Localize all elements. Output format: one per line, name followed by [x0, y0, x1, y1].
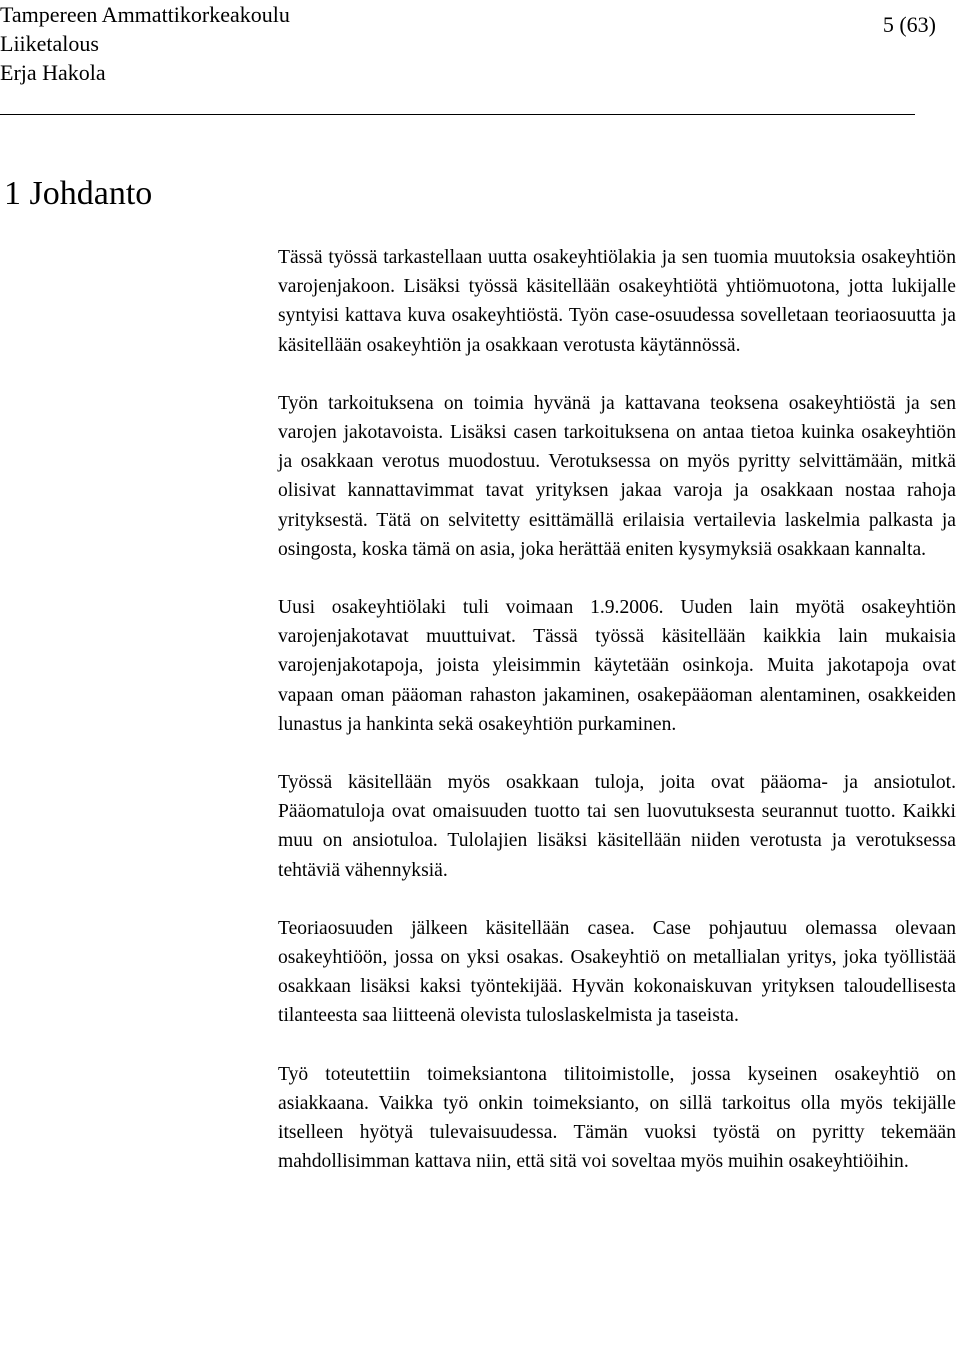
- paragraph-1: Tässä työssä tarkastellaan uutta osakeyhtiölakia ja sen tuomia muutoksia osakeyhtiön varojenjakoon. Lisäksi työssä käsitellään osakeyhtiötä yhtiömuotona, jotta lukijalle syntyisi kattava kuva osakeyhtiöstä. Työn case-osuudessa sovelletaan teoriaosuutta ja käsitellään osakeyhtiön ja osakkaan verotusta käytännössä.: [278, 247, 956, 356]
- header-divider: [0, 114, 915, 115]
- chapter-title: 1 Johdanto: [4, 175, 153, 212]
- paragraph-5: Teoriaosuuden jälkeen käsitellään casea. Case pohjautuu olemassa olevaan osakeyhtiöön, jossa on yksi osakas. Osakeyhtiö on metallialan yritys, joka työllistää osakkaan lisäksi kaksi työntekijää. Hyvän kokonaiskuvan yrityksen taloudellisesta tilanteesta saa liitteenä olevista tuloslaskelmista ja taseista.: [278, 917, 956, 1027]
- paragraph-2: Työn tarkoituksena on toimia hyvänä ja kattavana teoksena osakeyhtiöstä ja sen varojen jakotavoista. Lisäksi casen tarkoituksena on antaa tietoa kuinka osakeyhtiön ja osakkaan verotus muodostuu. Verotuksessa on myös pyritty selvittämään, mitkä olisivat kannattavimmat tavat yrityksen jakaa varoja ja osakkaan nostaa rahoja yrityksestä. Tätä on selvitetty esittämällä erilaisia vertailevia laskelmia palkasta ja osingosta, koska tämä on asia, joka herättää eniten kysymyksiä osakkaan kannalta.: [278, 392, 956, 560]
- page-number: 5 (63): [882, 12, 936, 37]
- page-header: [0, 0, 960, 120]
- header-author: Erja Hakola: [0, 60, 106, 85]
- header-institution: Tampereen Ammattikorkeakoulu: [0, 2, 290, 27]
- paragraph-4: Työssä käsitellään myös osakkaan tuloja, joita ovat pääoma- ja ansiotulot. Pääomatuloja ovat omaisuuden tuotto tai sen luovutuksesta seurannut tuotto. Kaikki muu on ansiotuloa. Tulolajien lisäksi käsitellään niiden verotusta ja verotuksessa tehtäviä vähennyksiä.: [278, 772, 956, 881]
- paragraph-6: Työ toteutettiin toimeksiantona tilitoimistolle, jossa kyseinen osakeyhtiö on asiakkaana. Vaikka työ onkin toimeksianto, on sillä tarkoitus olla myös tekijälle itselleen hyötyä tulevaisuudessa. Tämän vuoksi työstä on pyritty tekemään mahdollisimman kattava niin, että sitä voi soveltaa myös muihin osakeyhtiöihin.: [278, 1063, 956, 1173]
- paragraph-3: Uusi osakeyhtiölaki tuli voimaan 1.9.2006. Uuden lain myötä osakeyhtiön varojenjakotavat muuttuivat. Tässä työssä käsitellään kaikkia lain mukaisia varojenjakotapoja, joista yleisimmin käytetään osinkoja. Muita jakotapoja ovat vapaan oman pääoman rahaston jakaminen, osakepääoman alentaminen, osakkeiden lunastus ja hankinta sekä osakeyhtiön purkaminen.: [278, 597, 956, 735]
- header-department: Liiketalous: [0, 31, 99, 56]
- body-text: [278, 243, 956, 1205]
